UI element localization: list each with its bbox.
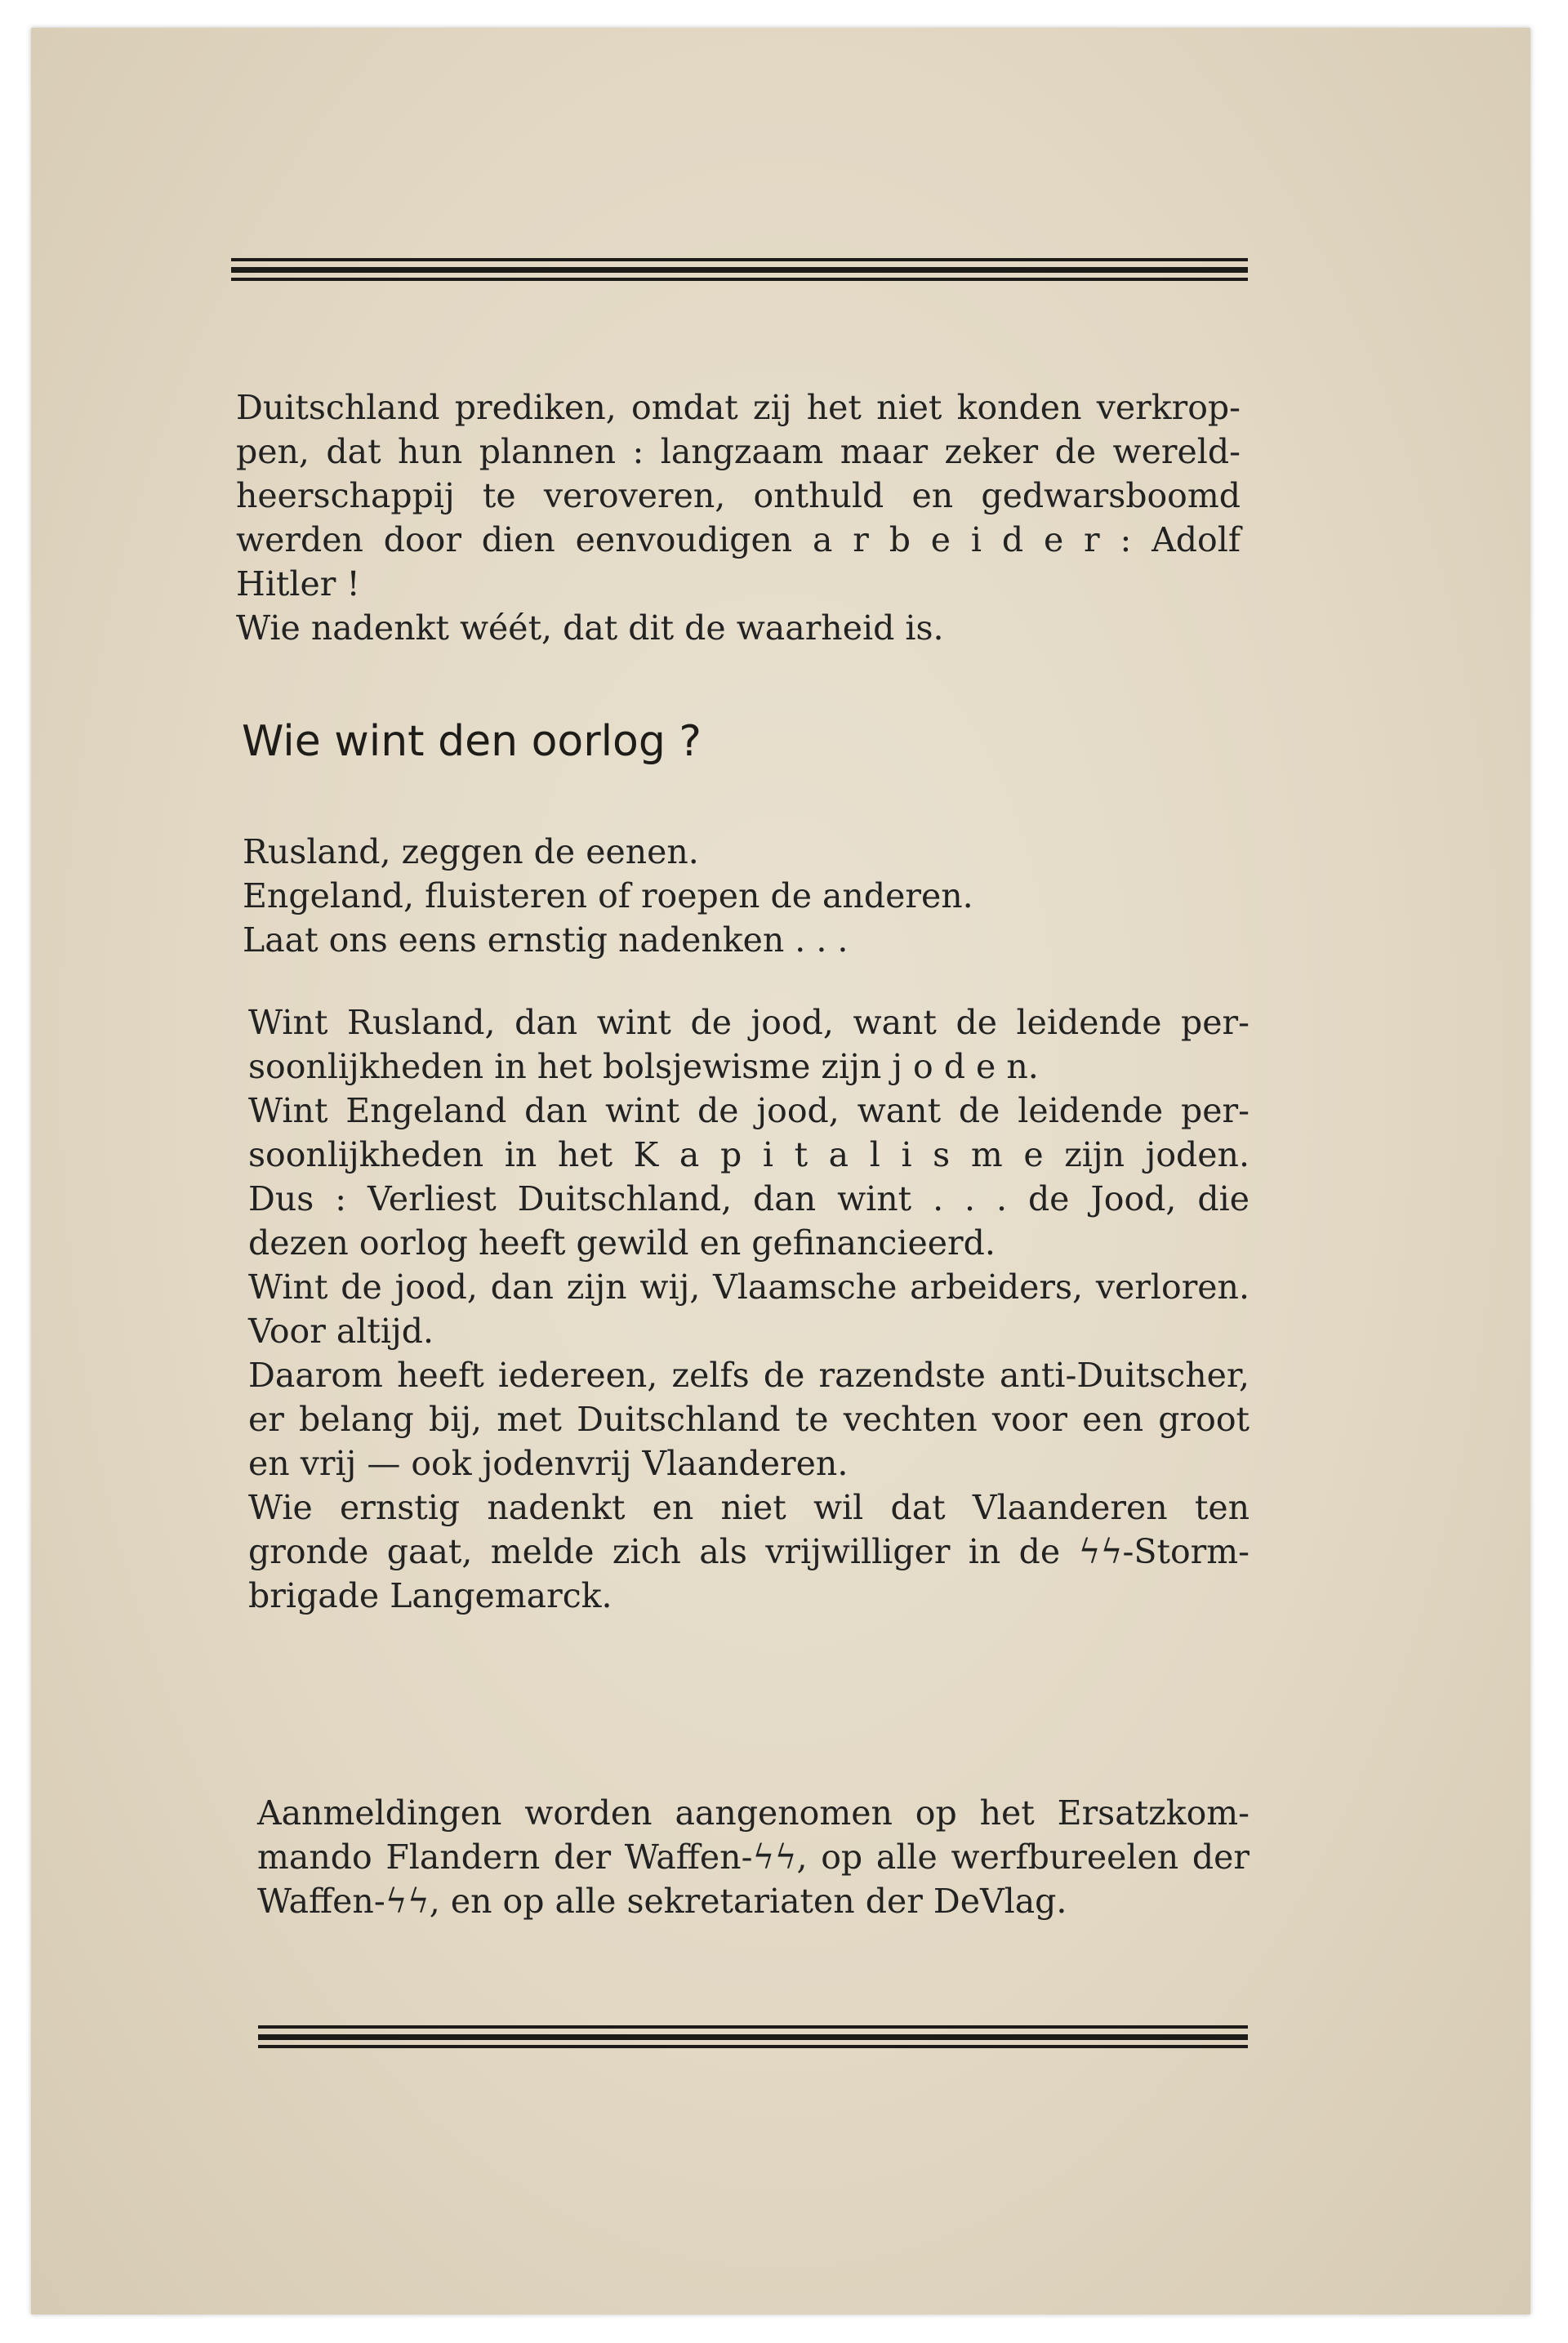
text-line: brigade Langemarck. — [248, 1576, 612, 1615]
text-line: Duitschland prediken, omdat zij het niet konden verkrop- — [236, 388, 1241, 427]
text-line: Waffen-ϟϟ, en op alle sekretariaten der DeVlag. — [257, 1882, 1067, 1921]
text-line: heerschappij te veroveren, onthuld en gedwarsboomd — [236, 476, 1241, 515]
paragraph-intro — [236, 385, 1241, 650]
text-line: Wie nadenkt wéét, dat dit de waarheid is. — [236, 608, 944, 648]
text-line: Wie ernstig nadenkt en niet wil dat Vlaanderen ten — [248, 1488, 1250, 1527]
text-line: Dus : Verliest Duitschland, dan wint . . . de Jood, die — [248, 1179, 1250, 1218]
paragraph-registration — [257, 1791, 1250, 1923]
top-triple-rule — [231, 258, 1248, 283]
text-line: Engeland, fluisteren of roepen de anderen. — [243, 876, 973, 915]
text-line: Laat ons eens ernstig nadenken . . . — [243, 920, 849, 960]
text-line: en vrij — ook jodenvrij Vlaanderen. — [248, 1444, 849, 1483]
text-line: dezen oorlog heeft gewild en gefinancieerd. — [248, 1223, 996, 1263]
text-line: Rusland, zeggen de eenen. — [243, 832, 699, 871]
text-line: soonlijkheden in het bolsjewisme zijn j o d e n. — [248, 1047, 1039, 1086]
bottom-triple-rule — [258, 2025, 1248, 2050]
text-line: Wint Engeland dan wint de jood, want de leidende per- — [248, 1091, 1250, 1130]
section-heading: Wie wint den oorlog ? — [242, 717, 702, 766]
text-line: soonlijkheden in het K a p i t a l i s m e zijn joden. — [248, 1135, 1250, 1174]
text-line: pen, dat hun plannen : langzaam maar zeker de wereld- — [236, 432, 1241, 471]
text-line: werden door dien eenvoudigen a r b e i d e r : Adolf — [236, 520, 1241, 559]
text-line: Voor altijd. — [248, 1312, 434, 1351]
paragraph-argument — [248, 1000, 1250, 1618]
text-line: mando Flandern der Waffen-ϟϟ, op alle werfbureelen der — [257, 1837, 1250, 1877]
text-line: Daarom heeft iedereen, zelfs de razendste anti-Duitscher, — [248, 1356, 1250, 1395]
text-line: Wint de jood, dan zijn wij, Vlaamsche arbeiders, verloren. — [248, 1267, 1250, 1307]
text-line: er belang bij, met Duitschland te vechten voor een groot — [248, 1400, 1250, 1439]
text-line: gronde gaat, melde zich als vrijwilliger in de ϟϟ-Storm- — [248, 1532, 1250, 1571]
text-line: Wint Rusland, dan wint de jood, want de leidende per- — [248, 1003, 1250, 1042]
text-line: Hitler ! — [236, 564, 360, 604]
paragraph-question — [243, 830, 1247, 962]
text-line: Aanmeldingen worden aangenomen op het Ersatzkom- — [257, 1793, 1250, 1833]
